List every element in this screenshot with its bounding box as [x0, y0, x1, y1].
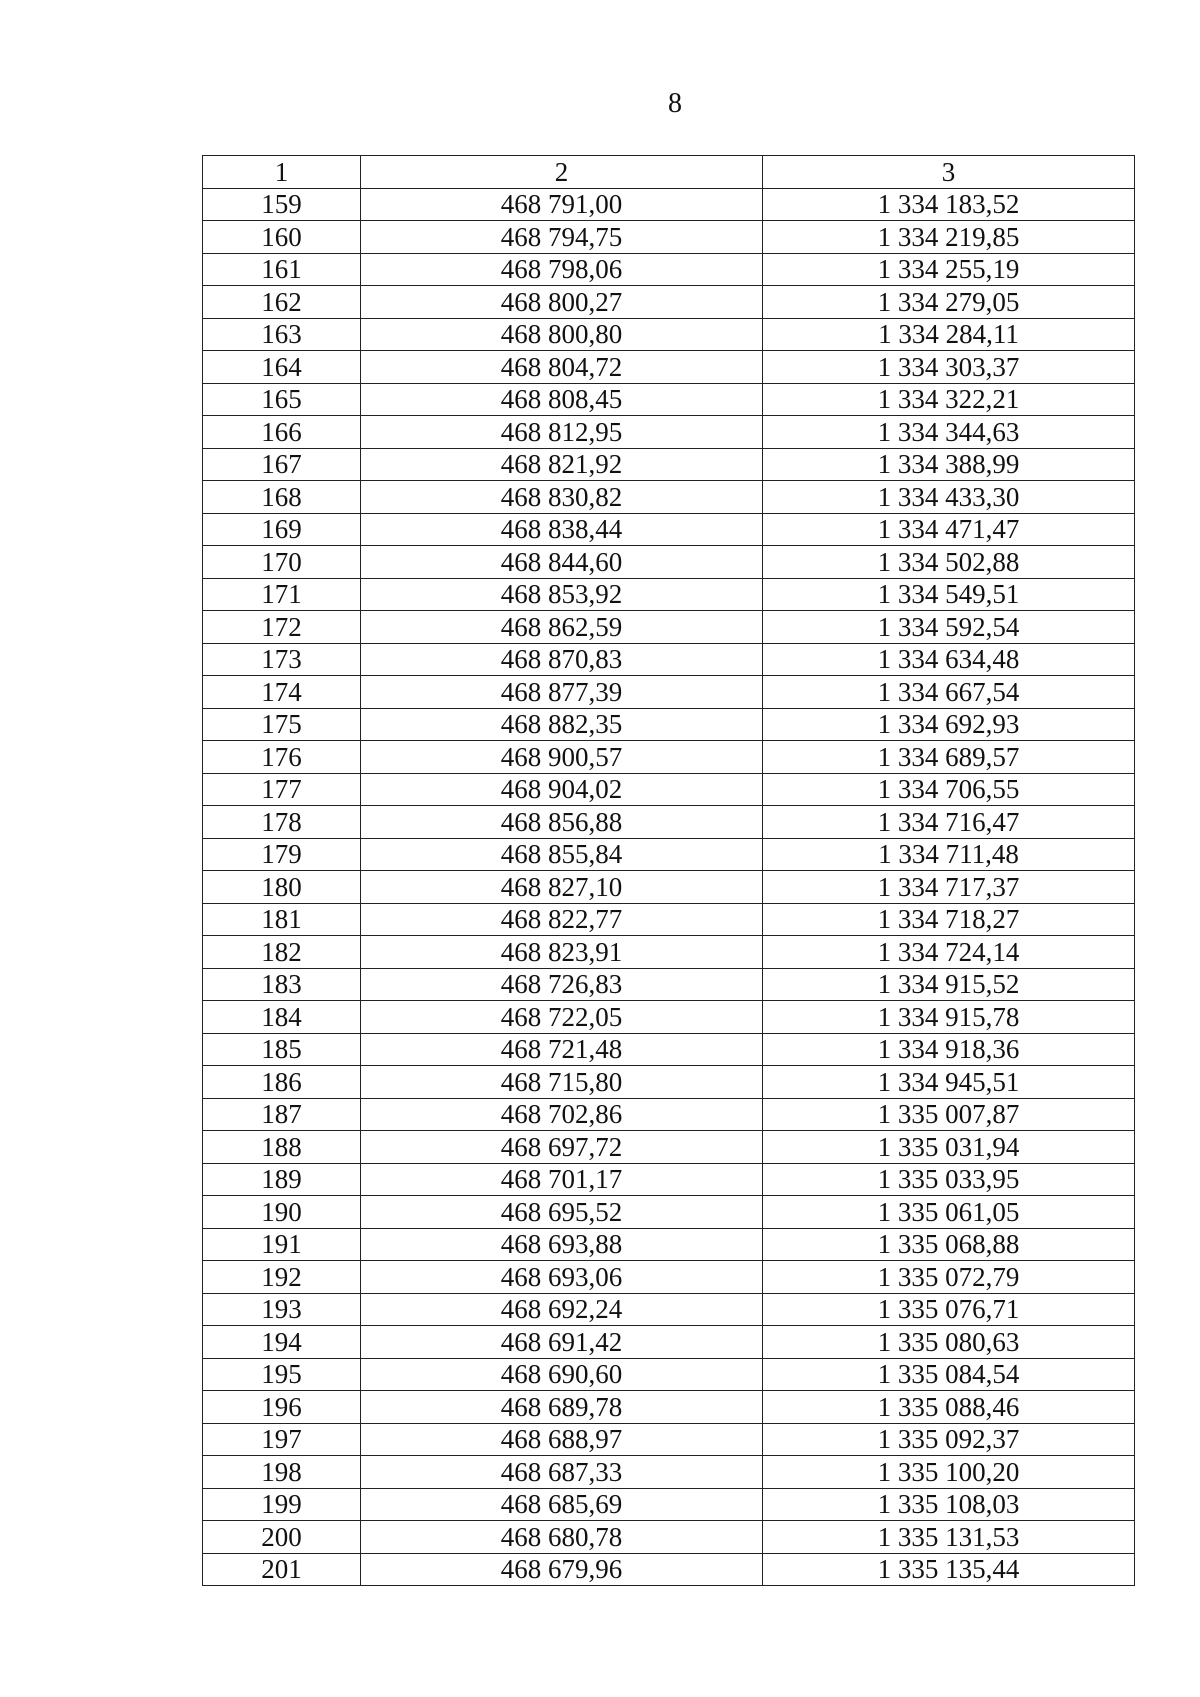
cell-y-coordinate: 1 334 724,14 [763, 936, 1135, 969]
table-row [203, 871, 1135, 904]
cell-y-coordinate: 1 334 918,36 [763, 1033, 1135, 1066]
cell-point-number: 183 [203, 968, 361, 1001]
cell-point-number: 191 [203, 1228, 361, 1261]
cell-x-coordinate: 468 721,48 [361, 1033, 763, 1066]
table-header-row [203, 156, 1135, 189]
header-cell-y: 3 [763, 156, 1135, 189]
table-row [203, 936, 1135, 969]
cell-y-coordinate: 1 334 471,47 [763, 513, 1135, 546]
cell-point-number: 172 [203, 611, 361, 644]
cell-x-coordinate: 468 692,24 [361, 1293, 763, 1326]
table-row [203, 546, 1135, 579]
cell-y-coordinate: 1 335 072,79 [763, 1261, 1135, 1294]
cell-x-coordinate: 468 844,60 [361, 546, 763, 579]
cell-point-number: 174 [203, 676, 361, 709]
cell-x-coordinate: 468 822,77 [361, 903, 763, 936]
cell-point-number: 180 [203, 871, 361, 904]
cell-x-coordinate: 468 870,83 [361, 643, 763, 676]
cell-point-number: 161 [203, 253, 361, 286]
cell-y-coordinate: 1 334 718,27 [763, 903, 1135, 936]
cell-point-number: 187 [203, 1098, 361, 1131]
cell-point-number: 159 [203, 188, 361, 221]
cell-point-number: 168 [203, 481, 361, 514]
cell-x-coordinate: 468 791,00 [361, 188, 763, 221]
cell-x-coordinate: 468 812,95 [361, 416, 763, 449]
cell-y-coordinate: 1 334 255,19 [763, 253, 1135, 286]
cell-y-coordinate: 1 334 915,52 [763, 968, 1135, 1001]
cell-y-coordinate: 1 334 344,63 [763, 416, 1135, 449]
table-row [203, 1001, 1135, 1034]
table-row [203, 1033, 1135, 1066]
cell-point-number: 167 [203, 448, 361, 481]
cell-y-coordinate: 1 334 502,88 [763, 546, 1135, 579]
cell-x-coordinate: 468 856,88 [361, 806, 763, 839]
cell-y-coordinate: 1 335 092,37 [763, 1423, 1135, 1456]
cell-y-coordinate: 1 335 033,95 [763, 1163, 1135, 1196]
cell-y-coordinate: 1 334 634,48 [763, 643, 1135, 676]
table-row [203, 1261, 1135, 1294]
table-row [203, 708, 1135, 741]
cell-point-number: 188 [203, 1131, 361, 1164]
cell-y-coordinate: 1 334 592,54 [763, 611, 1135, 644]
cell-x-coordinate: 468 691,42 [361, 1326, 763, 1359]
table-row [203, 676, 1135, 709]
table-row [203, 968, 1135, 1001]
cell-point-number: 197 [203, 1423, 361, 1456]
cell-y-coordinate: 1 334 711,48 [763, 838, 1135, 871]
cell-y-coordinate: 1 334 284,11 [763, 318, 1135, 351]
table-row [203, 1163, 1135, 1196]
cell-point-number: 175 [203, 708, 361, 741]
cell-x-coordinate: 468 726,83 [361, 968, 763, 1001]
page-number: 8 [668, 88, 682, 119]
cell-y-coordinate: 1 335 061,05 [763, 1196, 1135, 1229]
cell-x-coordinate: 468 827,10 [361, 871, 763, 904]
cell-point-number: 169 [203, 513, 361, 546]
table-row [203, 318, 1135, 351]
table-row [203, 351, 1135, 384]
table-row [203, 383, 1135, 416]
table-row [203, 1488, 1135, 1521]
cell-point-number: 201 [203, 1553, 361, 1586]
table-row [203, 253, 1135, 286]
cell-point-number: 163 [203, 318, 361, 351]
cell-x-coordinate: 468 804,72 [361, 351, 763, 384]
cell-point-number: 165 [203, 383, 361, 416]
cell-point-number: 170 [203, 546, 361, 579]
cell-point-number: 182 [203, 936, 361, 969]
cell-point-number: 179 [203, 838, 361, 871]
cell-y-coordinate: 1 335 068,88 [763, 1228, 1135, 1261]
cell-y-coordinate: 1 335 100,20 [763, 1456, 1135, 1489]
cell-x-coordinate: 468 800,80 [361, 318, 763, 351]
cell-x-coordinate: 468 862,59 [361, 611, 763, 644]
cell-point-number: 196 [203, 1391, 361, 1424]
cell-x-coordinate: 468 808,45 [361, 383, 763, 416]
cell-x-coordinate: 468 821,92 [361, 448, 763, 481]
table-row [203, 1521, 1135, 1554]
cell-x-coordinate: 468 838,44 [361, 513, 763, 546]
table-row [203, 416, 1135, 449]
cell-point-number: 198 [203, 1456, 361, 1489]
cell-y-coordinate: 1 334 706,55 [763, 773, 1135, 806]
cell-y-coordinate: 1 335 131,53 [763, 1521, 1135, 1554]
cell-y-coordinate: 1 334 692,93 [763, 708, 1135, 741]
cell-y-coordinate: 1 335 007,87 [763, 1098, 1135, 1131]
cell-y-coordinate: 1 334 219,85 [763, 221, 1135, 254]
cell-point-number: 162 [203, 286, 361, 319]
cell-x-coordinate: 468 904,02 [361, 773, 763, 806]
cell-x-coordinate: 468 722,05 [361, 1001, 763, 1034]
cell-y-coordinate: 1 334 915,78 [763, 1001, 1135, 1034]
cell-point-number: 171 [203, 578, 361, 611]
table-body [203, 156, 1135, 1586]
table-row [203, 513, 1135, 546]
cell-x-coordinate: 468 688,97 [361, 1423, 763, 1456]
table-row [203, 221, 1135, 254]
table-row [203, 1196, 1135, 1229]
table-row [203, 643, 1135, 676]
cell-y-coordinate: 1 335 080,63 [763, 1326, 1135, 1359]
cell-y-coordinate: 1 334 549,51 [763, 578, 1135, 611]
table-row [203, 611, 1135, 644]
cell-x-coordinate: 468 823,91 [361, 936, 763, 969]
cell-x-coordinate: 468 798,06 [361, 253, 763, 286]
cell-x-coordinate: 468 702,86 [361, 1098, 763, 1131]
table-row [203, 188, 1135, 221]
table-row [203, 1358, 1135, 1391]
cell-point-number: 189 [203, 1163, 361, 1196]
cell-x-coordinate: 468 679,96 [361, 1553, 763, 1586]
cell-point-number: 178 [203, 806, 361, 839]
table-row [203, 838, 1135, 871]
table-row [203, 1098, 1135, 1131]
cell-y-coordinate: 1 334 303,37 [763, 351, 1135, 384]
cell-point-number: 186 [203, 1066, 361, 1099]
cell-y-coordinate: 1 335 135,44 [763, 1553, 1135, 1586]
table-row [203, 1456, 1135, 1489]
cell-y-coordinate: 1 335 076,71 [763, 1293, 1135, 1326]
cell-y-coordinate: 1 335 084,54 [763, 1358, 1135, 1391]
cell-x-coordinate: 468 794,75 [361, 221, 763, 254]
table-row [203, 1066, 1135, 1099]
table-row [203, 1423, 1135, 1456]
cell-y-coordinate: 1 334 717,37 [763, 871, 1135, 904]
cell-point-number: 164 [203, 351, 361, 384]
cell-point-number: 173 [203, 643, 361, 676]
cell-y-coordinate: 1 334 667,54 [763, 676, 1135, 709]
cell-x-coordinate: 468 689,78 [361, 1391, 763, 1424]
table-row [203, 1326, 1135, 1359]
cell-y-coordinate: 1 334 279,05 [763, 286, 1135, 319]
table-row [203, 1391, 1135, 1424]
cell-x-coordinate: 468 687,33 [361, 1456, 763, 1489]
cell-x-coordinate: 468 693,06 [361, 1261, 763, 1294]
cell-x-coordinate: 468 680,78 [361, 1521, 763, 1554]
table-row [203, 1553, 1135, 1586]
cell-point-number: 190 [203, 1196, 361, 1229]
cell-x-coordinate: 468 685,69 [361, 1488, 763, 1521]
cell-x-coordinate: 468 693,88 [361, 1228, 763, 1261]
table-row [203, 578, 1135, 611]
cell-y-coordinate: 1 334 716,47 [763, 806, 1135, 839]
header-cell-point: 1 [203, 156, 361, 189]
cell-x-coordinate: 468 900,57 [361, 741, 763, 774]
table-row [203, 806, 1135, 839]
cell-y-coordinate: 1 334 322,21 [763, 383, 1135, 416]
cell-point-number: 199 [203, 1488, 361, 1521]
cell-y-coordinate: 1 334 433,30 [763, 481, 1135, 514]
cell-x-coordinate: 468 715,80 [361, 1066, 763, 1099]
table-row [203, 903, 1135, 936]
cell-y-coordinate: 1 334 388,99 [763, 448, 1135, 481]
table-row [203, 1293, 1135, 1326]
table-row [203, 1131, 1135, 1164]
cell-point-number: 193 [203, 1293, 361, 1326]
table-row [203, 448, 1135, 481]
cell-point-number: 176 [203, 741, 361, 774]
cell-x-coordinate: 468 695,52 [361, 1196, 763, 1229]
cell-x-coordinate: 468 690,60 [361, 1358, 763, 1391]
cell-y-coordinate: 1 335 108,03 [763, 1488, 1135, 1521]
cell-x-coordinate: 468 701,17 [361, 1163, 763, 1196]
cell-point-number: 194 [203, 1326, 361, 1359]
cell-point-number: 184 [203, 1001, 361, 1034]
cell-point-number: 166 [203, 416, 361, 449]
table-row [203, 286, 1135, 319]
cell-point-number: 185 [203, 1033, 361, 1066]
table-row [203, 741, 1135, 774]
cell-x-coordinate: 468 882,35 [361, 708, 763, 741]
table-row [203, 1228, 1135, 1261]
cell-point-number: 177 [203, 773, 361, 806]
cell-x-coordinate: 468 853,92 [361, 578, 763, 611]
cell-x-coordinate: 468 800,27 [361, 286, 763, 319]
cell-point-number: 200 [203, 1521, 361, 1554]
cell-x-coordinate: 468 830,82 [361, 481, 763, 514]
cell-x-coordinate: 468 855,84 [361, 838, 763, 871]
cell-point-number: 195 [203, 1358, 361, 1391]
cell-y-coordinate: 1 335 088,46 [763, 1391, 1135, 1424]
cell-y-coordinate: 1 334 689,57 [763, 741, 1135, 774]
header-cell-x: 2 [361, 156, 763, 189]
cell-y-coordinate: 1 334 183,52 [763, 188, 1135, 221]
cell-x-coordinate: 468 697,72 [361, 1131, 763, 1164]
cell-y-coordinate: 1 334 945,51 [763, 1066, 1135, 1099]
cell-point-number: 181 [203, 903, 361, 936]
cell-x-coordinate: 468 877,39 [361, 676, 763, 709]
table-row [203, 481, 1135, 514]
coordinates-table [202, 155, 1135, 1586]
cell-point-number: 160 [203, 221, 361, 254]
cell-point-number: 192 [203, 1261, 361, 1294]
cell-y-coordinate: 1 335 031,94 [763, 1131, 1135, 1164]
table-row [203, 773, 1135, 806]
